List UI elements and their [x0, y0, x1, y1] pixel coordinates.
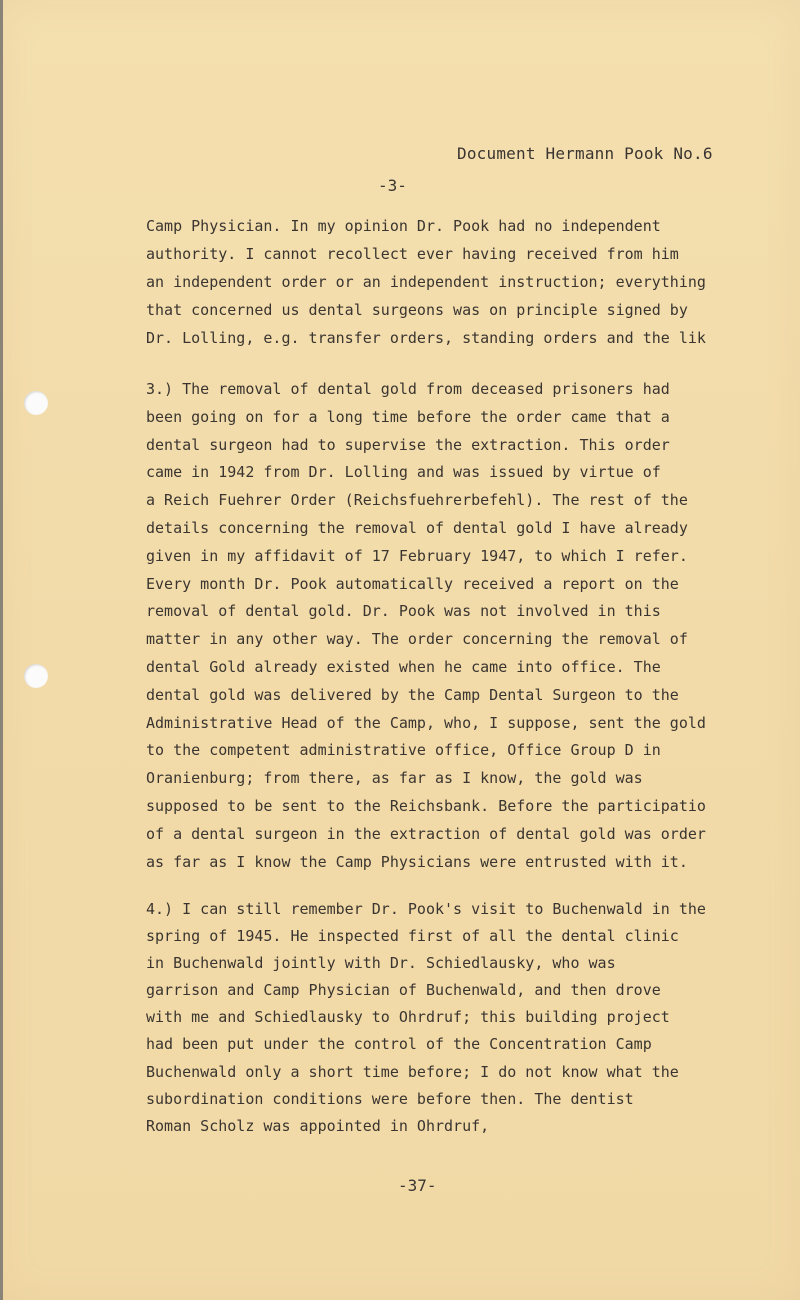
text-line: details concerning the removal of dental gold I have already: [146, 518, 688, 537]
text-line: dental gold was delivered by the Camp Dental Surgeon to the: [146, 685, 679, 704]
text-line: Every month Dr. Pook automatically received a report on the: [146, 574, 679, 593]
text-line: a Reich Fuehrer Order (Reichsfuehrerbefehl). The rest of the: [146, 491, 688, 510]
text-line: given in my affidavit of 17 February 1947, to which I refer.: [146, 546, 688, 565]
text-line: matter in any other way. The order concerning the removal of: [146, 630, 688, 649]
text-line: subordination conditions were before then. The dentist: [146, 1089, 634, 1108]
paragraph-1: [146, 212, 706, 352]
text-line: came in 1942 from Dr. Lolling and was issued by virtue of: [146, 463, 661, 482]
paragraph-4: [146, 896, 706, 1140]
text-line: 3.) The removal of dental gold from deceased prisoners had: [146, 380, 670, 398]
text-line: an independent order or an independent instruction; everything: [146, 273, 706, 291]
text-line: removal of dental gold. Dr. Pook was not involved in this: [146, 602, 661, 621]
text-line: Oranienburg; from there, as far as I know, the gold was: [146, 769, 643, 788]
text-line: that concerned us dental surgeons was on principle signed by: [146, 301, 688, 319]
text-line: dental surgeon had to supervise the extraction. This order: [146, 435, 670, 454]
text-line: as far as I know the Camp Physicians were entrusted with it.: [146, 852, 688, 871]
text-line: Administrative Head of the Camp, who, I suppose, sent the gold: [146, 713, 706, 732]
text-line: of a dental surgeon in the extraction of dental gold was order: [146, 824, 706, 843]
text-line: Roman Scholz was appointed in Ohrdruf,: [146, 1116, 490, 1135]
text-line: 4.) I can still remember Dr. Pook's visit to Buchenwald in the: [146, 900, 706, 918]
text-line: Dr. Lolling, e.g. transfer orders, standing orders and the lik: [146, 329, 706, 347]
text-line: dental Gold already existed when he came into office. The: [146, 657, 661, 676]
text-line: Camp Physician. In my opinion Dr. Pook had no independent: [146, 217, 661, 235]
text-line: had been put under the control of the Concentration Camp: [146, 1035, 652, 1054]
punch-hole-top: [24, 391, 48, 415]
paragraph-3: [146, 376, 706, 876]
text-line: authority. I cannot recollect ever having received from him: [146, 245, 679, 263]
page-marker-top: -3-: [378, 176, 407, 195]
text-line: supposed to be sent to the Reichsbank. Before the participatio: [146, 796, 706, 815]
text-line: garrison and Camp Physician of Buchenwald, and then drove: [146, 981, 661, 1000]
text-line: with me and Schiedlausky to Ohrdruf; this building project: [146, 1008, 670, 1027]
text-line: Buchenwald only a short time before; I do not know what the: [146, 1062, 679, 1081]
text-line: to the competent administrative office, Office Group D in: [146, 741, 661, 760]
text-line: in Buchenwald jointly with Dr. Schiedlausky, who was: [146, 954, 616, 973]
text-line: been going on for a long time before the order came that a: [146, 407, 670, 426]
punch-hole-bottom: [24, 664, 48, 688]
text-line: spring of 1945. He inspected first of all the dental clinic: [146, 927, 679, 946]
document-header: Document Hermann Pook No.6: [457, 144, 713, 163]
page-number: -37-: [398, 1176, 437, 1195]
